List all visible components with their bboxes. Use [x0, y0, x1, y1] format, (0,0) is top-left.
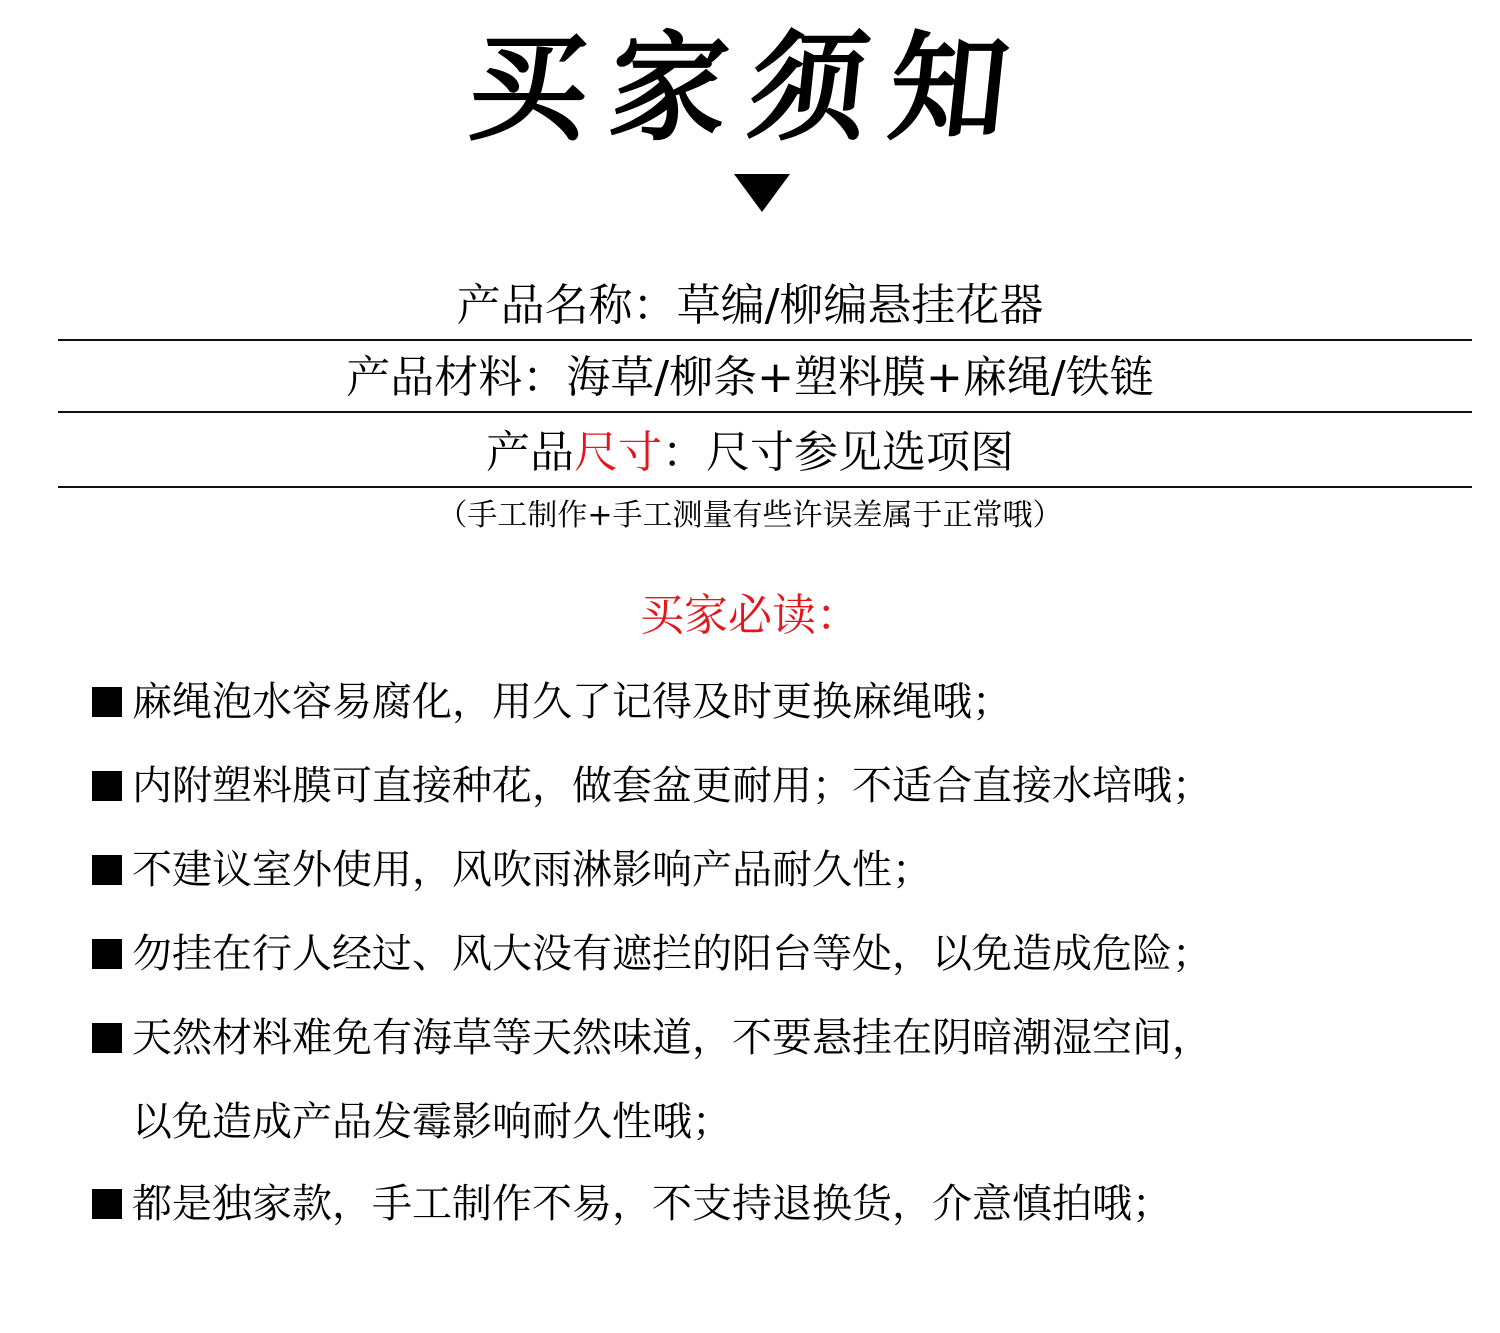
list-item-text: 天然材料难免有海草等天然味道，不要悬挂在阴暗潮湿空间，: [132, 1015, 1212, 1061]
down-triangle-icon: [734, 174, 790, 212]
square-bullet-icon: [92, 1023, 122, 1053]
square-bullet-icon: [92, 771, 122, 801]
list-item-text: 不建议室外使用，风吹雨淋影响产品耐久性；: [132, 847, 932, 893]
product-size-label-prefix: 产品: [486, 427, 574, 478]
list-item-continuation: 以免造成产品发霉影响耐久性哦；: [132, 1099, 732, 1145]
list-item: [92, 842, 932, 898]
product-name-label: 产品名称：: [456, 280, 677, 331]
product-size-row: [0, 425, 1500, 481]
square-bullet-icon: [92, 939, 122, 969]
square-bullet-icon: [92, 1189, 122, 1219]
list-item-text: 勿挂在行人经过、风大没有遮拦的阳台等处，以免造成危险；: [132, 931, 1212, 977]
list-item-text: 内附塑料膜可直接种花，做套盆更耐用；不适合直接水培哦；: [132, 763, 1212, 809]
product-name-value: 草编/柳编悬挂花器: [676, 280, 1044, 331]
square-bullet-icon: [92, 855, 122, 885]
list-item: [92, 1176, 1172, 1232]
list-item: [92, 926, 1212, 982]
page-title: 买家须知: [462, 18, 1038, 157]
square-bullet-icon: [92, 687, 122, 717]
product-name-row: [0, 278, 1500, 334]
product-size-value: 尺寸参见选项图: [706, 427, 1014, 478]
product-material-row: [0, 350, 1500, 406]
product-material-label: 产品材料：: [346, 352, 567, 403]
list-item-text: 都是独家款，手工制作不易，不支持退换货，介意慎拍哦；: [132, 1181, 1172, 1227]
must-read-heading: 买家必读：: [640, 590, 860, 641]
divider: [58, 411, 1472, 413]
list-item: [92, 1010, 1212, 1066]
list-item-text: 麻绳泡水容易腐化，用久了记得及时更换麻绳哦；: [132, 679, 1012, 725]
list-item: [92, 674, 1012, 730]
product-size-label-highlight: 尺寸: [574, 427, 662, 478]
product-size-label-colon: ：: [662, 427, 706, 478]
measurement-note: （手工制作+手工测量有些许误差属于正常哦）: [437, 498, 1063, 533]
list-item: [92, 758, 1212, 814]
product-material-value: 海草/柳条+塑料膜+麻绳/铁链: [566, 352, 1154, 403]
divider: [58, 486, 1472, 488]
divider: [58, 339, 1472, 341]
